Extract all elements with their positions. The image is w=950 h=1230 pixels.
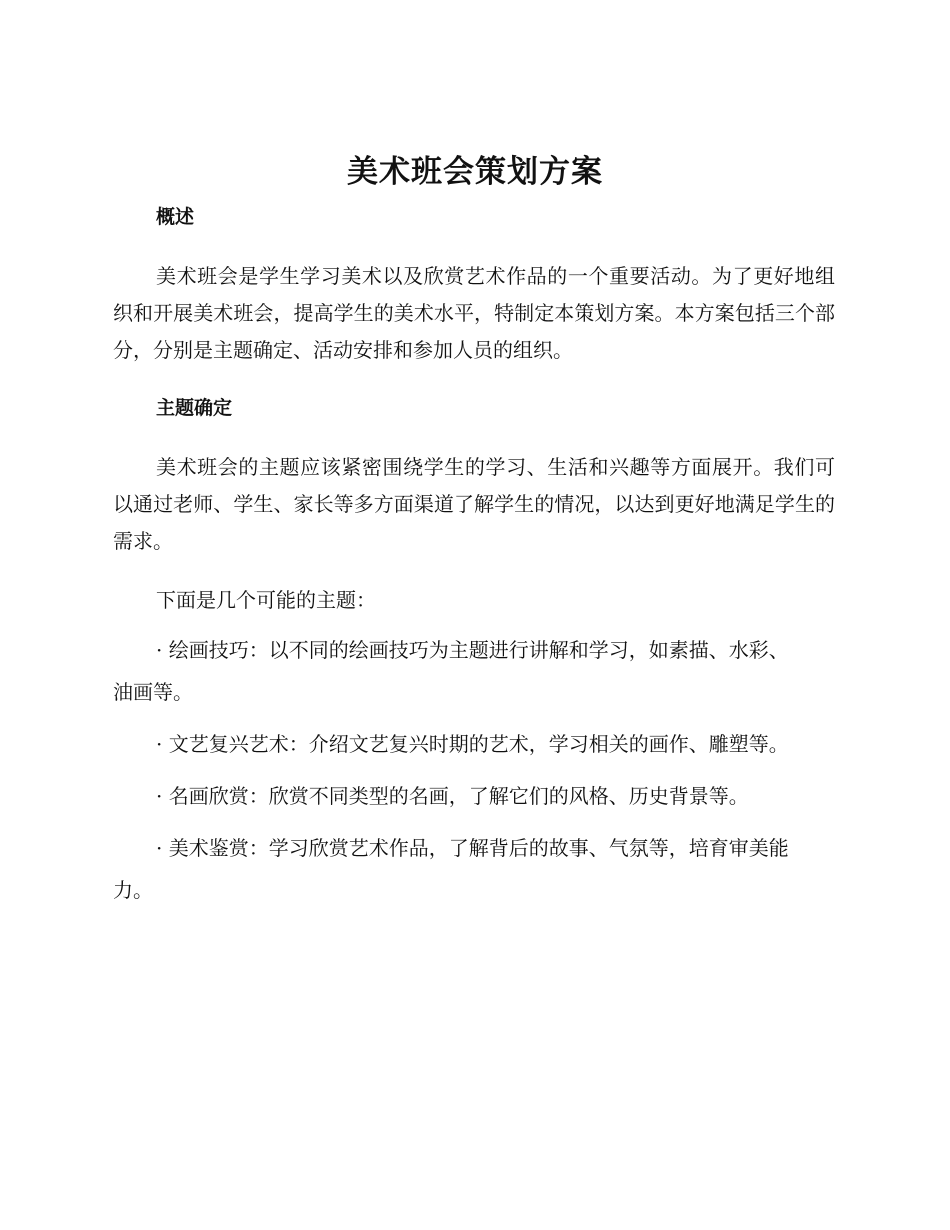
- section-heading-theme: 主题确定: [156, 397, 233, 419]
- list-item: · 绘画技巧：以不同的绘画技巧为主题进行讲解和学习，如素描、水彩、油画等。: [113, 638, 789, 704]
- document-title: 美术班会策划方案: [347, 154, 603, 190]
- list-item: · 文艺复兴艺术：介绍文艺复兴时期的艺术，学习相关的画作、雕塑等。: [156, 732, 789, 756]
- list-item: · 美术鉴赏：学习欣赏艺术作品，了解背后的故事、气氛等，培育审美能力。: [113, 836, 789, 902]
- overview-paragraph: 美术班会是学生学习美术以及欣赏艺术作品的一个重要活动。为了更好地组织和开展美术班会，提高学生的美术水平，特制定本策划方案。本方案包括三个部分，分别是主题确定、活动安排和参加人员的组织。: [113, 264, 835, 362]
- document-body: [113, 200, 835, 911]
- theme-list-intro: 下面是几个可能的主题：: [156, 588, 376, 612]
- theme-paragraph: 美术班会的主题应该紧密围绕学生的学习、生活和兴趣等方面展开。我们可以通过老师、学生、家长等多方面渠道了解学生的情况，以达到更好地满足学生的需求。: [113, 455, 835, 553]
- list-item: · 名画欣赏：欣赏不同类型的名画，了解它们的风格、历史背景等。: [156, 784, 749, 808]
- section-heading-overview: 概述: [156, 206, 195, 228]
